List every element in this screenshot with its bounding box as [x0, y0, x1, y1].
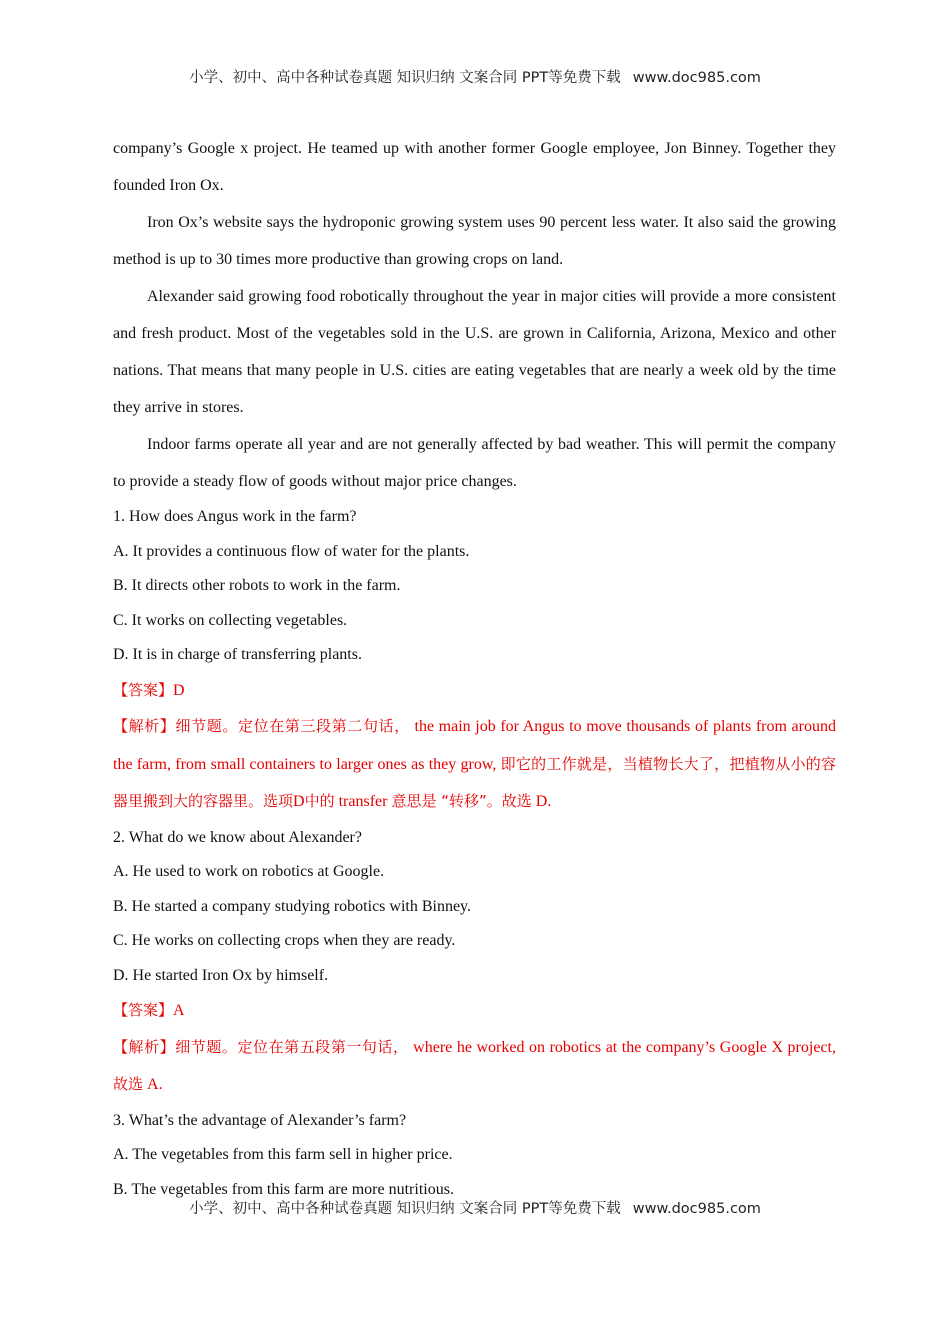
answer-value: D [173, 681, 185, 699]
passage-paragraph: Alexander said growing food robotically throughout the year in major cities will provide a more consistent and fresh product. Most of the vegetables sold in the U.S. are grown in California, Arizona, Mexico and other nations. That means that many people in U.S. cities are eating vegetables that are nearly a week old by the time they arrive in stores. [113, 288, 836, 416]
answer-value: A [173, 1002, 185, 1019]
option-c: C. It works on collecting vegetables. [113, 611, 348, 629]
question-stem: 2. What do we know about Alexander? [113, 828, 362, 846]
question-stem: 1. How does Angus work in the farm? [113, 508, 357, 525]
explanation-text: where he worked on robotics at the company’s Google X project, [408, 1038, 836, 1056]
footer-text: 小学、初中、高中各种试卷真题 知识归纳 文案合同 PPT等免费下载 [189, 1201, 621, 1217]
explanation [113, 1029, 836, 1104]
explanation-label: 【解析】 [113, 717, 176, 735]
answer-line [113, 673, 836, 709]
option-d: D. It is in charge of transferring plants. [113, 646, 362, 663]
answer-label: 【答案】 [113, 680, 174, 699]
explanation-text: D. [531, 793, 552, 810]
question-3 [113, 1104, 836, 1208]
option-b: B. It directs other robots to work in the farm. [113, 577, 401, 594]
explanation-text: 中的 [304, 792, 335, 810]
question-2 [113, 821, 836, 1104]
explanation-text: 即它的工作就是，当植物长大了，把植物从小的容器里搬到大的容器里。选项 [113, 754, 836, 810]
page-header [0, 66, 950, 87]
option-b: B. He started a company studying robotics with Binney. [113, 897, 472, 915]
option-a: A. He used to work on robotics at Google. [113, 863, 385, 880]
option-d: D. He started Iron Ox by himself. [113, 966, 329, 984]
explanation-text: D [293, 793, 305, 810]
document-body [113, 130, 836, 1207]
header-text: 小学、初中、高中各种试卷真题 知识归纳 文案合同 PPT等免费下载 [189, 70, 621, 86]
footer-url[interactable]: www.doc985.com [632, 1201, 761, 1217]
passage-paragraph: Indoor farms operate all year and are not generally affected by bad weather. This will permit the company to provide a steady flow of goods without major price changes. [113, 436, 836, 490]
explanation-text: A. [143, 1076, 163, 1093]
answer-line [113, 993, 836, 1029]
passage-paragraph: company’s Google x project. He teamed up with another former Google employee, Jon Binney. Together they founded Iron Ox. [113, 140, 836, 194]
question-stem: 3. What’s the advantage of Alexander’s farm? [113, 1111, 407, 1129]
answer-label: 【答案】 [113, 1001, 174, 1019]
option-a: A. The vegetables from this farm sell in higher price. [113, 1146, 453, 1163]
option-c: C. He works on collecting crops when they are ready. [113, 932, 456, 949]
explanation-text: 细节题。定位在第三段第二句话， [175, 717, 410, 735]
header-url[interactable]: www.doc985.com [632, 70, 761, 86]
page-footer [0, 1197, 950, 1218]
explanation-text: transfer [334, 793, 392, 810]
explanation-text: 故选 [113, 1075, 144, 1093]
question-1 [113, 500, 836, 821]
explanation-label: 【解析】 [113, 1037, 176, 1056]
passage-paragraph: Iron Ox’s website says the hydroponic growing system uses 90 percent less water. It also said the growing method is up to 30 times more productive than growing crops on land. [113, 214, 836, 268]
explanation-text: 细节题。定位在第五段第一句话， [175, 1037, 409, 1056]
explanation-text: 意思是 “转移”。故选 [391, 792, 532, 810]
explanation-text: the main job for Angus to move thousands of plants from around the farm, from small containers to larger ones as they grow, [113, 718, 836, 773]
option-a: A. It provides a continuous flow of water for the plants. [113, 542, 470, 560]
explanation [113, 708, 836, 821]
option-b: B. The vegetables from this farm are more nutritious. [113, 1180, 454, 1198]
